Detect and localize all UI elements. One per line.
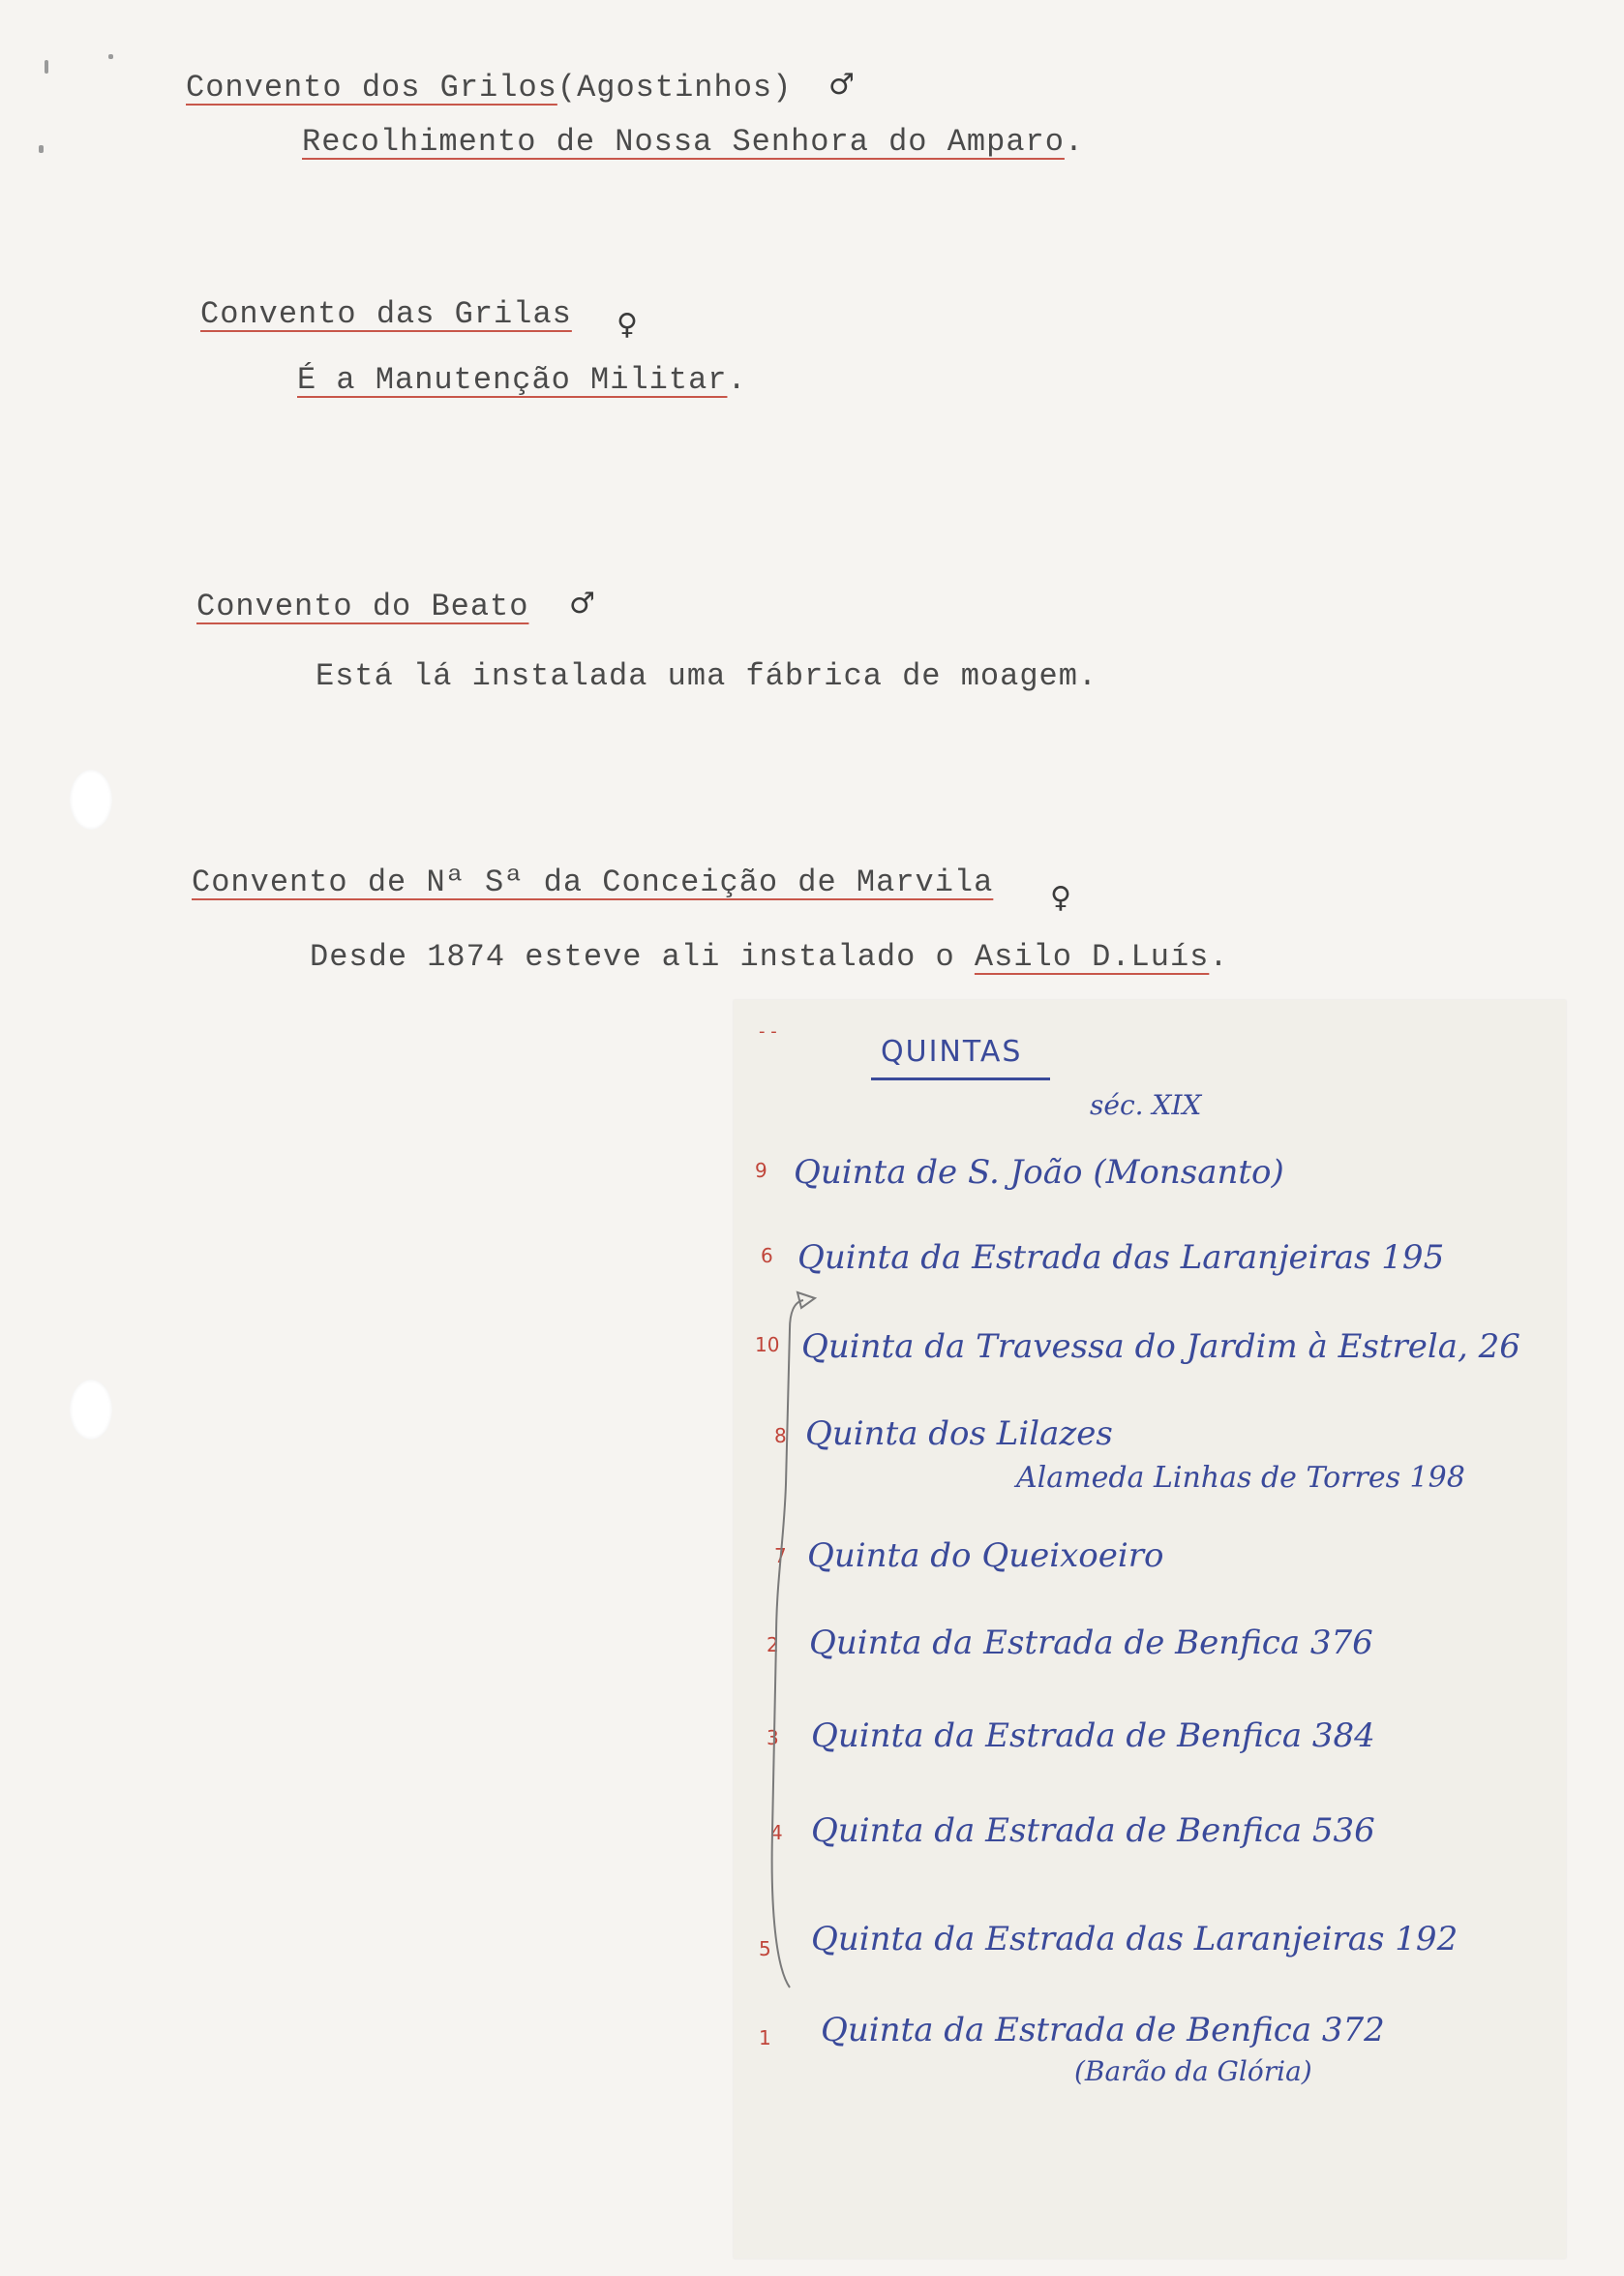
handwritten-note — [734, 1000, 1566, 2259]
item-number: 6 — [761, 1244, 773, 1267]
note-item: Quinta dos Lilazes — [805, 1414, 1113, 1453]
female-symbol-icon: ♀ — [617, 308, 638, 342]
item-number: 5 — [759, 1937, 771, 1960]
entry-1-suffix: (Agostinhos) — [556, 70, 793, 106]
note-item: Quinta da Estrada de Benfica 384 — [811, 1716, 1375, 1755]
entry-4-title: Convento de Nª Sª da Conceição de Marvila — [192, 865, 994, 900]
margin-speck — [45, 60, 48, 74]
note-item: Quinta da Travessa do Jardim à Estrela, 26 — [801, 1327, 1520, 1366]
entry-3-title: Convento do Beato — [196, 589, 529, 624]
note-item: Quinta da Estrada das Laranjeiras 195 — [797, 1238, 1445, 1277]
note-century: séc. XIX — [1090, 1089, 1202, 1121]
note-item-sub: Alameda Linhas de Torres 198 — [1016, 1461, 1465, 1495]
entry-3-title-row — [196, 589, 528, 624]
margin-speck — [39, 145, 44, 153]
item-number: 8 — [774, 1424, 787, 1447]
entry-4-subtitle-end: . — [1209, 939, 1229, 975]
note-item: Quinta de S. João (Monsanto) — [794, 1153, 1284, 1192]
note-item: Quinta da Estrada das Laranjeiras 192 — [811, 1920, 1459, 1958]
entry-2-subtitle-row — [297, 362, 747, 398]
entry-4-subtitle-link: Asilo D.Luís — [974, 939, 1210, 975]
item-number: 10 — [755, 1333, 780, 1356]
entry-4-subtitle-pre: Desde 1874 esteve ali instalado o — [310, 939, 975, 975]
entry-2-title: Convento das Grilas — [200, 296, 572, 332]
note-item: Quinta do Queixoeiro — [807, 1536, 1164, 1575]
note-title: QUINTAS — [881, 1035, 1023, 1069]
entry-1-subtitle-end: . — [1064, 124, 1085, 160]
note-dots: - - — [759, 1021, 777, 1042]
punch-hole — [70, 1380, 112, 1440]
female-symbol-icon: ♀ — [1050, 881, 1071, 915]
item-number: 7 — [774, 1544, 787, 1567]
entry-4-title-row — [192, 865, 993, 900]
male-symbol-icon: ♂ — [828, 68, 855, 102]
entry-4-subtitle-row — [310, 939, 1229, 975]
entry-1-subtitle: Recolhimento de Nossa Senhora do Amparo — [302, 124, 1065, 160]
entry-1-title-row — [186, 70, 792, 106]
note-title-underline — [871, 1077, 1050, 1080]
entry-2-title-row — [200, 296, 572, 332]
note-item-sub: (Barão da Glória) — [1074, 2055, 1312, 2087]
entry-1-title: Convento dos Grilos — [186, 70, 557, 106]
item-number: 3 — [767, 1726, 779, 1749]
note-item: Quinta da Estrada de Benfica 372 — [821, 2011, 1385, 2049]
item-number: 2 — [767, 1633, 779, 1656]
entry-3-subtitle: Está lá instalada uma fábrica de moagem. — [316, 658, 1098, 694]
entry-2-subtitle-end: . — [727, 362, 747, 398]
entry-1-subtitle-row — [302, 124, 1084, 160]
item-number: 1 — [759, 2026, 771, 2049]
margin-speck — [108, 54, 113, 59]
note-item: Quinta da Estrada de Benfica 376 — [809, 1624, 1373, 1662]
note-item: Quinta da Estrada de Benfica 536 — [811, 1811, 1375, 1850]
item-number: 9 — [755, 1159, 767, 1182]
item-number: 4 — [770, 1821, 783, 1844]
male-symbol-icon: ♂ — [569, 587, 595, 621]
entry-2-subtitle: É a Manutenção Militar — [297, 362, 728, 398]
bracket-arrow-icon — [747, 1290, 825, 2104]
punch-hole — [70, 770, 112, 830]
